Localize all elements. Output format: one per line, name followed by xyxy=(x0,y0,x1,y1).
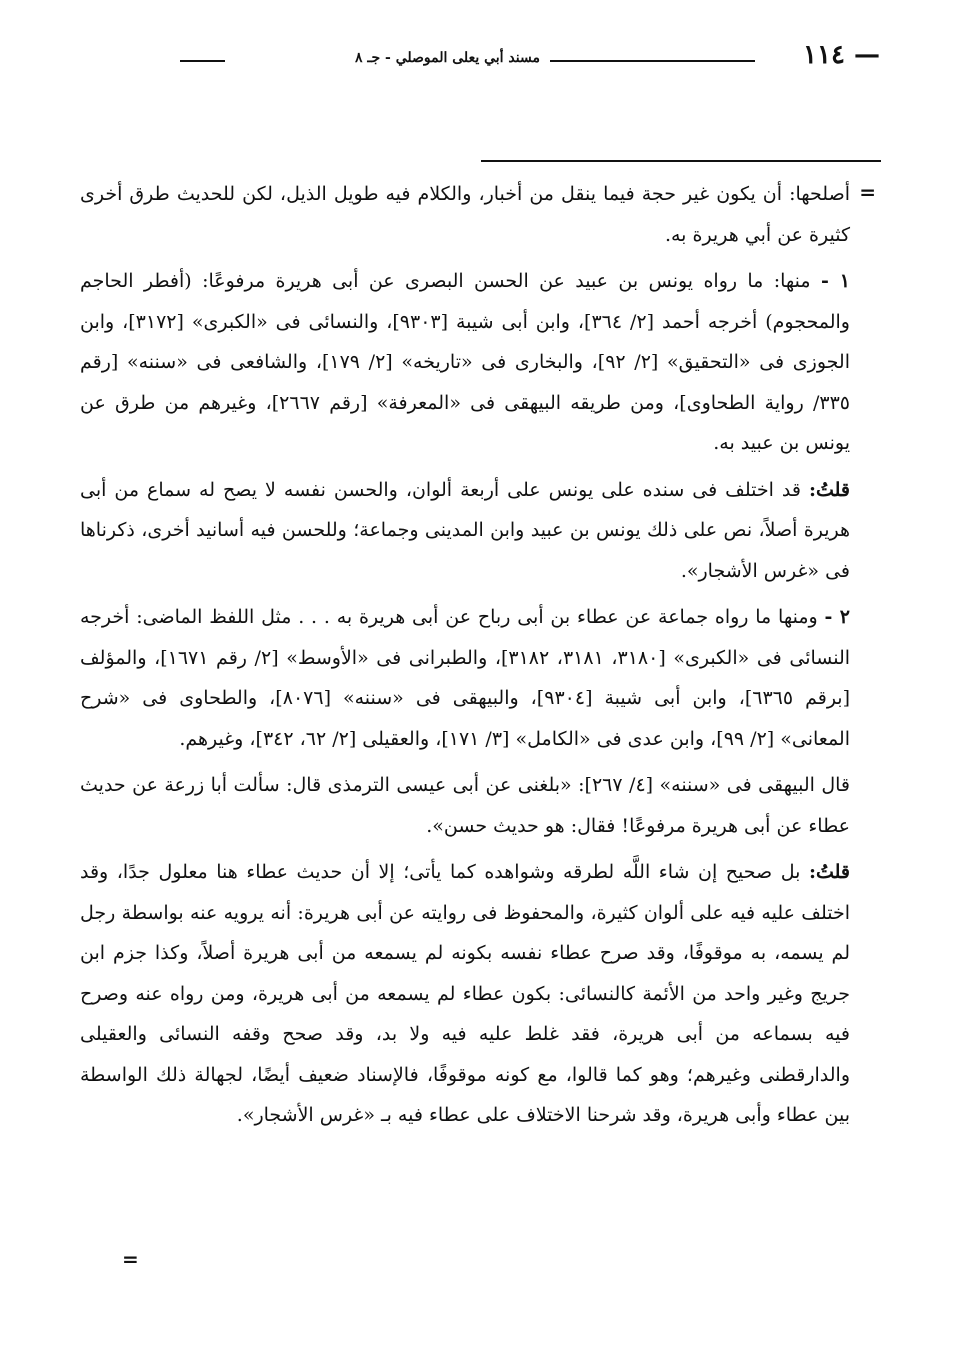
header-dash: — xyxy=(854,40,880,70)
header-rule-right xyxy=(550,60,755,62)
item-number-2: ٢ - xyxy=(824,606,850,628)
paragraph-3 xyxy=(80,597,850,759)
paragraph-0 xyxy=(80,174,850,255)
paragraph-5 xyxy=(80,852,850,1136)
paragraph-3-text: ومنها ما رواه جماعة عن عطاء بن أبى رباح عن أبى هريرة به . . . مثل اللفظ الماضى: أخرجه النسائى فى «الكبرى» [٣١٨٠، ٣١٨١، ٣١٨٢]، والطبرانى فى «الأوسط» [٢/ رقم ١٦٧١]، والمؤلف [برقم ٦٣٦٥]، وابن أبى شيبة [٩٣٠٤]، والبيهقى فى «سننه» [٨٠٧٦]، والطحاوى فى «شرح المعانى» [٢/ ٩٩]، وابن عدى فى «الكامل» [٣/ ١٧١]، والعقيلى [٢/ ٦٢، ٣٤٢]، وغيرهم. xyxy=(80,606,851,750)
continuation-mark-start: = xyxy=(859,180,876,204)
paragraph-0-text: أصلحها: أن يكون غير حجة فيما ينقل من أخبار، والكلام فيه طويل الذيل، لكن للحديث طرق أخرى كثيرة عن أبي هريرة به. xyxy=(80,183,850,246)
qult-label-1: قلتُ: xyxy=(808,478,850,501)
header-rule-left xyxy=(180,60,225,62)
paragraph-2 xyxy=(80,470,850,592)
qult-label-2: قلتُ: xyxy=(808,861,851,883)
footnote-body xyxy=(80,174,850,1142)
paragraph-1-text: منها: ما رواه يونس بن عبيد عن الحسن البصرى عن أبى هريرة مرفوعًا: (أفطر الحاجم والمحجوم) أخرجه أحمد [٢/ ٣٦٤]، وابن أبى شيبة [٩٣٠٣]، والنسائى فى «الكبرى» [٣١٧٢]، وابن الجوزى فى «التحقيق» [٢/ ٩٢]، والبخارى فى «تاريخه» [٢/ ١٧٩]، والشافعى فى «سننه» [رقم ٣٣٥/ رواية الطحاوى]، ومن طريقه البيهقى فى «المعرفة» [رقم ٢٦٦٧]، وغيرهم من طرق عن يونس بن عبيد به. xyxy=(80,270,851,454)
continuation-mark-end: = xyxy=(122,1247,139,1271)
paragraph-4 xyxy=(80,765,850,846)
item-number-1: ١ - xyxy=(820,270,850,292)
page-number-value: ١١٤ xyxy=(803,40,845,70)
paragraph-1 xyxy=(80,261,850,464)
paragraph-4-text: قال البيهقى فى «سننه» [٤/ ٢٦٧]: «بلغنى عن أبى عيسى الترمذى قال: سألت أبا زرعة عن حديث عطاء عن أبى هريرة مرفوعًا! فقال: هو حديث حسن». xyxy=(80,774,851,837)
page-header xyxy=(80,40,880,80)
paragraph-5-text: بل صحيح إن شاء اللَّه لطرقه وشواهده كما يأتى؛ إلا أن حديث عطاء هنا معلول جدًا، وقد اختلف عليه فيه على ألوان كثيرة، والمحفوظ فى روايته عن أبى هريرة: أنه يرويه عنه بواسطة رجل لم يسمه، به موقوفًا، وقد صرح عطاء نفسه بكونه لم يسمعه من أبى هريرة أصلاً، وكذا جزم ابن جريج وغير واحد من الأئمة كالنسائى: بكون عطاء لم يسمعه من أبى هريرة، ومن رواه عنه وصرح فيه بسماعه من أبى هريرة، فقد غلط عليه فيه ولا بد، وقد صحح وقفه النسائى والعقيلى والدارقطنى وغيرهم؛ وهو كما قالوا، مع كونه موقوفًا، فالإسناد ضعيف أيضًا، لجهالة ذلك الواسطة بين عطاء وأبى هريرة، وقد شرحنا الاختلاف على عطاء فيه بـ «غرس الأشجار». xyxy=(80,861,850,1126)
footnote-separator xyxy=(481,160,881,162)
page-number xyxy=(803,40,880,70)
running-title: مسند أبي يعلى الموصلي - جـ ٨ xyxy=(355,50,540,66)
paragraph-2-text: قد اختلف فى سنده على يونس على أربعة ألوان، والحسن نفسه لا يصح له سماع من أبى هريرة أصلاً، نص على ذلك يونس بن عبيد وابن المدينى وجماعة؛ وللحسن فيه أسانيد أخرى، ذكرناها فى «غرس الأشجار». xyxy=(80,478,850,582)
